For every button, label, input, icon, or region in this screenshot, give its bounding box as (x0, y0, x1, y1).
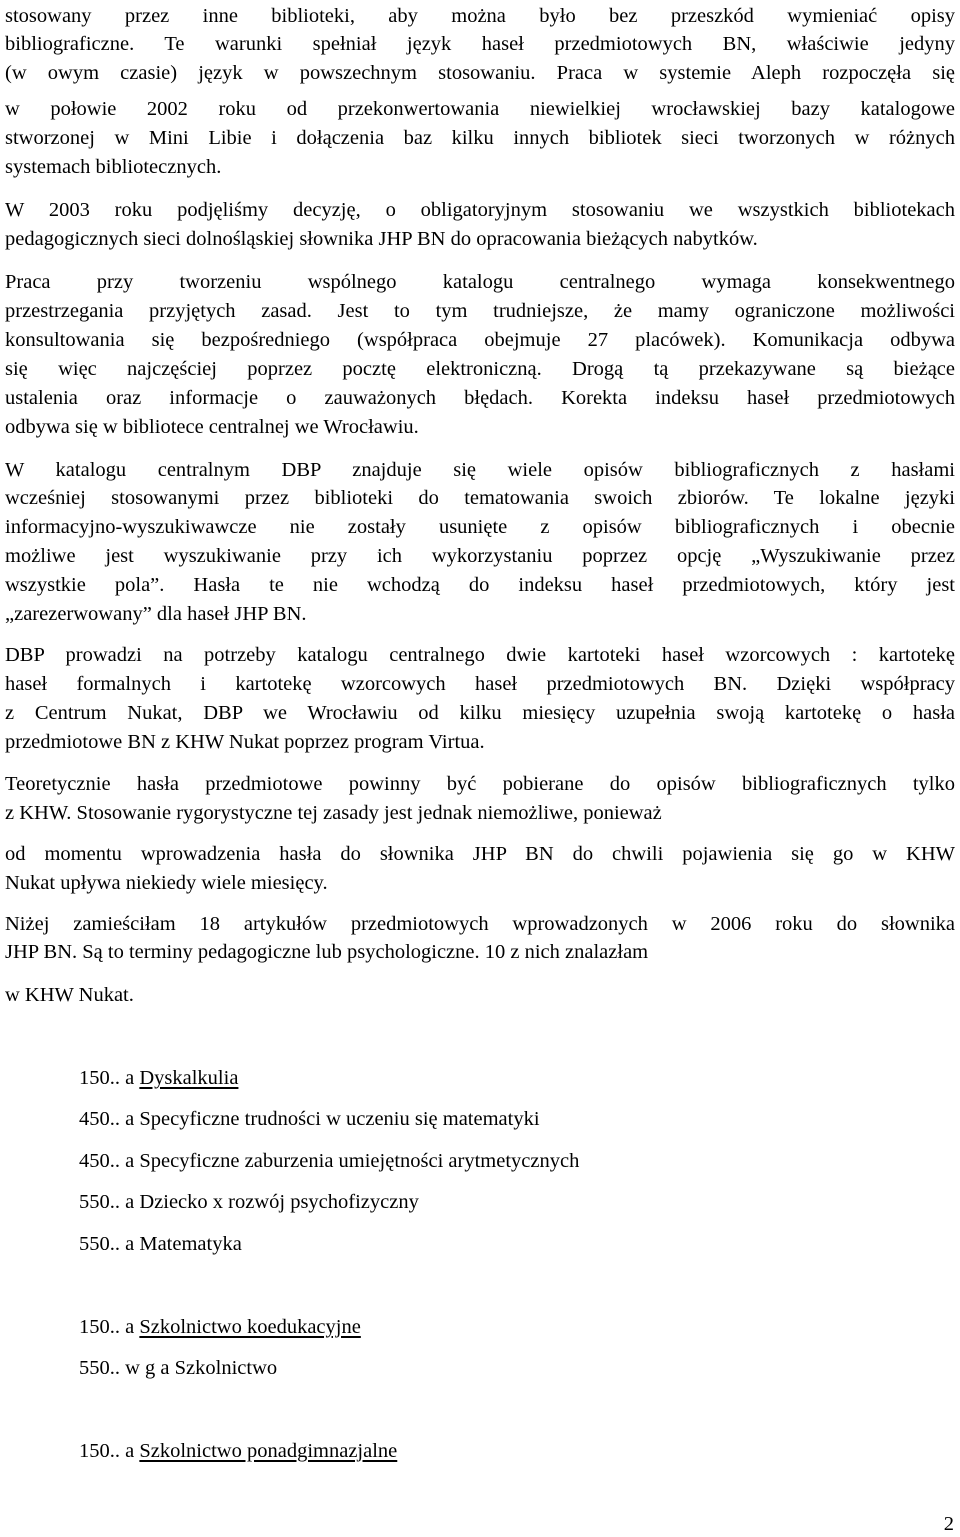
body-line: pedagogicznych sieci dolnośląskiej słownika JHP BN do opracowania bieżących nabytków. (5, 228, 758, 250)
body-line: W 2003 roku podjęliśmy decyzję, o obligatoryjnym stosowaniu we wszystkich bibliotekach (5, 199, 955, 221)
body-line: odbywa się w bibliotece centralnej we Wrocławiu. (5, 416, 419, 438)
body-line: informacyjno-wyszukiwawcze nie zostały usunięte z opisów bibliograficznych i obecnie (5, 516, 955, 538)
body-line: w połowie 2002 roku od przekonwertowania niewielkiej wrocławskiej bazy katalogowe (5, 98, 955, 120)
body-line: stworzonej w Mini Libie i dołączenia baz kilku innych bibliotek sieci tworzonych w różnych (5, 127, 955, 149)
body-line: przestrzegania przyjętych zasad. Jest to tym trudniejsze, że mamy ograniczone możliwości (5, 300, 955, 322)
field-tag: 550.. a (79, 1233, 140, 1255)
field-tag: 150.. a (79, 1067, 140, 1089)
body-line: Niżej zamieściłam 18 artykułów przedmiotowych wprowadzonych w 2006 roku do słownika (5, 913, 955, 935)
field-tag: 550.. a (79, 1191, 140, 1213)
list-item (79, 1188, 419, 1216)
body-line: w KHW Nukat. (5, 984, 134, 1006)
body-line: (w owym czasie) język w powszechnym stosowaniu. Praca w systemie Aleph rozpoczęła się (5, 62, 955, 84)
list-item (79, 1147, 579, 1175)
body-line: haseł formalnych i kartotekę wzorcowych haseł przedmiotowych BN. Dzięki współpracy (5, 673, 955, 695)
body-line: JHP BN. Są to terminy pedagogiczne lub psychologiczne. 10 z nich znalazłam (5, 941, 649, 963)
field-tag: 450.. a (79, 1150, 140, 1172)
subject-term: Dziecko x rozwój psychofizyczny (139, 1191, 419, 1213)
body-line: Nukat upływa niekiedy wiele miesięcy. (5, 872, 328, 894)
body-line: wcześniej stosowanymi przez biblioteki do tematowania swoich zbiorów. Te lokalne języki (5, 487, 955, 509)
body-line: ustalenia oraz informacje o zauważonych błędach. Korekta indeksu haseł przedmiotowych (5, 387, 955, 409)
body-line: DBP prowadzi na potrzeby katalogu centralnego dwie kartoteki haseł wzorcowych : kartotekę (5, 644, 955, 666)
list-item (79, 1105, 540, 1133)
body-line: „zarezerwowany” dla haseł JHP BN. (5, 603, 307, 625)
body-line: bibliograficzne. Te warunki spełniał język haseł przedmiotowych BN, właściwie jedyny (5, 33, 955, 55)
subject-term: Specyficzne trudności w uczeniu się matematyki (139, 1108, 540, 1130)
body-line: stosowany przez inne biblioteki, aby można było bez przeszkód wymieniać opisy (5, 5, 955, 27)
field-tag: 150.. a (79, 1316, 140, 1338)
subject-term: Matematyka (139, 1233, 242, 1255)
list-item (79, 1230, 242, 1258)
body-line: się więc najczęściej poprzez pocztę elektroniczną. Drogą tą przekazywane są bieżące (5, 358, 955, 380)
field-tag: 550.. w g a (79, 1357, 175, 1379)
list-item (79, 1064, 238, 1092)
subject-term: Szkolnictwo (174, 1357, 278, 1379)
body-line: Teoretycznie hasła przedmiotowe powinny być pobierane do opisów bibliograficznych tylko (5, 773, 955, 795)
subject-term: Dyskalkulia (139, 1067, 239, 1089)
body-line: przedmiotowe BN z KHW Nukat poprzez program Virtua. (5, 731, 485, 753)
list-item (79, 1354, 277, 1382)
page-number: 2 (943, 1513, 954, 1535)
body-line: Praca przy tworzeniu wspólnego katalogu centralnego wymaga konsekwentnego (5, 271, 955, 293)
list-item (79, 1313, 361, 1341)
subject-term: Szkolnictwo ponadgimnazjalne (139, 1440, 398, 1462)
field-tag: 450.. a (79, 1108, 140, 1130)
body-line: możliwe jest wyszukiwanie przy ich wykorzystaniu poprzez opcję „Wyszukiwanie przez (5, 545, 955, 567)
body-line: z KHW. Stosowanie rygorystyczne tej zasady jest jednak niemożliwe, ponieważ (5, 802, 662, 824)
list-item (79, 1437, 397, 1465)
body-line: konsultowania się bezpośredniego (współpraca obejmuje 27 placówek). Komunikacja odbywa (5, 329, 955, 351)
body-line: z Centrum Nukat, DBP we Wrocławiu od kilku miesięcy uzupełnia swoją kartotekę o hasła (5, 702, 955, 724)
body-line: W katalogu centralnym DBP znajduje się wiele opisów bibliograficznych z hasłami (5, 459, 955, 481)
subject-term: Szkolnictwo koedukacyjne (139, 1316, 361, 1338)
body-line: od momentu wprowadzenia hasła do słownika JHP BN do chwili pojawienia się go w KHW (5, 843, 955, 865)
subject-term: Specyficzne zaburzenia umiejętności arytmetycznych (139, 1150, 580, 1172)
body-line: wszystkie pola”. Hasła te nie wchodzą do indeksu haseł przedmiotowych, który jest (5, 574, 955, 596)
field-tag: 150.. a (79, 1440, 140, 1462)
body-line: systemach bibliotecznych. (5, 156, 222, 178)
